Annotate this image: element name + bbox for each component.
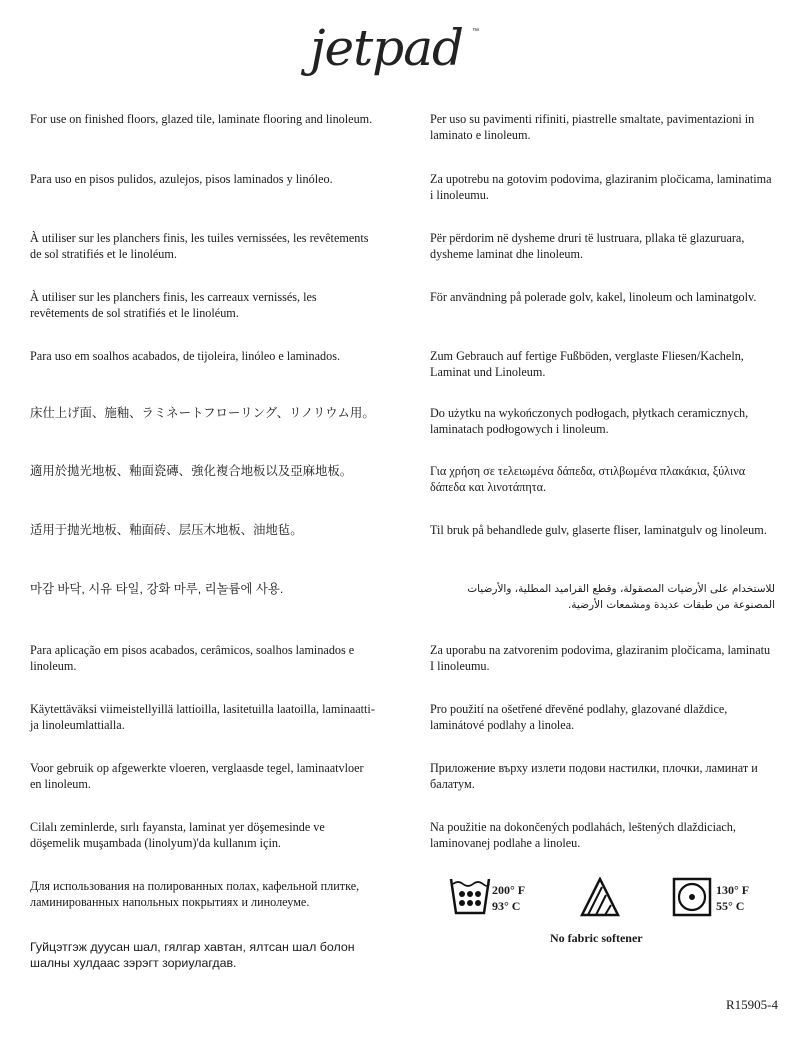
instruction-text-right: Za uporabu na zatvorenim podovima, glaziranim pločicama, laminatu I linoleumu. xyxy=(430,643,771,673)
instruction-text-left: Гуйцэтгэж дуусан шал, гялгар хавтан, ялтсан шал болон шалны хулдаас зэрэгт зориулагдав. xyxy=(30,940,355,970)
instruction-text-left: For use on finished floors, glazed tile, laminate flooring and linoleum. xyxy=(30,112,373,126)
product-code: R15905-4 xyxy=(726,997,778,1012)
instruction-text-right: Për përdorim në dysheme druri të lustruara, pllaka të glazuruara, dysheme laminat dhe linoleum. xyxy=(430,231,745,261)
jetpad-logo: jetpad xyxy=(310,19,464,77)
instruction-text-left: Para aplicação em pisos acabados, cerâmicos, soalhos laminados e linoleum. xyxy=(30,643,355,673)
instruction-text-right: Na použitie na dokončených podlahách, leštených dlaždiciach, laminovanej podlahe a linoleu. xyxy=(430,820,736,850)
instruction-text-right: Do użytku na wykończonych podłogach, płytkach ceramicznych, laminatach podłogowych i linoleum. xyxy=(430,406,749,436)
wash-temp-f: 200° F xyxy=(492,883,526,897)
instruction-text-left: À utiliser sur les planchers finis, les tuiles vernissées, les revêtements de sol stratifiés et le linoléum. xyxy=(30,231,369,261)
instruction-text-left: Para uso en pisos pulidos, azulejos, pisos laminados y linóleo. xyxy=(30,172,333,186)
trademark: ™ xyxy=(472,28,479,35)
instruction-text-right: Til bruk på behandlede gulv, glaserte fliser, laminatgulv og linoleum. xyxy=(430,523,767,537)
instruction-text-right: Per uso su pavimenti rifiniti, piastrelle smaltate, pavimentazioni in laminato e linoleum. xyxy=(430,112,755,142)
instruction-text-right: Pro použití na ošetřené dřevěné podlahy, glazované dlaždice, laminátové podlahy a linolea. xyxy=(430,702,728,732)
instruction-text-left: Для использования на полированных полах, кафельной плитке, ламинированных напольных покрытиях и линолеуме. xyxy=(30,879,360,909)
instruction-text-left: Para uso em soalhos acabados, de tijoleira, linóleo e laminados. xyxy=(30,349,341,363)
instruction-text-right: För användning på polerade golv, kakel, linoleum och laminatgolv. xyxy=(430,290,757,304)
no-bleach-triangle-icon xyxy=(580,877,620,917)
instruction-text-right: Приложение върху излети подови настилки, плочки, ламинат и балатум. xyxy=(430,761,758,791)
wash-95-icon xyxy=(449,876,491,916)
instruction-text-left: 適用於拋光地板、釉面瓷磚、強化複合地板以及亞麻地板。 xyxy=(30,464,353,478)
instruction-text-left: 마감 바닥, 시유 타일, 강화 마루, 리놀륨에 사용. xyxy=(30,582,284,596)
instruction-text-left: À utiliser sur les planchers finis, les carreaux vernissés, les revêtements de sol stratifiés et le linoléum. xyxy=(30,290,317,320)
no-fabric-softener-note: No fabric softener xyxy=(550,931,643,945)
instruction-text-right: للاستخدام على الأرضيات المصقولة، وقطع القراميد المطلية، والأرضيات المصنوعة من طبقات عديدة ومشمعات الأرضية. xyxy=(467,583,775,611)
instruction-text-right: Zum Gebrauch auf fertige Fußböden, verglaste Fliesen/Kacheln, Laminat und Linoleum. xyxy=(430,349,744,379)
instruction-text-left: Käytettäväksi viimeistellyillä lattioilla, lasitetuilla laatoilla, laminaatti- ja linoleumlattialla. xyxy=(30,702,375,732)
dry-temp-c: 55° C xyxy=(716,899,745,913)
dry-temp xyxy=(716,882,749,914)
dry-temp-f: 130° F xyxy=(716,883,750,897)
instruction-text-right: Za upotrebu na gotovim podovima, glaziranim pločicama, laminatima i linoleumu. xyxy=(430,172,772,202)
wash-temp-c: 93° C xyxy=(492,899,521,913)
instruction-text-right: Για χρήση σε τελειωμένα δάπεδα, στιλβωμένα πλακάκια, ξύλινα δάπεδα και λινοτάπητα. xyxy=(430,464,746,494)
instruction-text-left: Cilalı zeminlerde, sırlı fayansta, laminat yer döşemesinde ve döşemelik muşambada (linolyum)'da kullanım için. xyxy=(30,820,325,850)
wash-temp xyxy=(492,882,525,914)
instruction-text-left: 适用于抛光地板、釉面砖、层压木地板、油地毡。 xyxy=(30,523,303,537)
tumble-dry-icon xyxy=(672,877,712,917)
instruction-text-left: Voor gebruik op afgewerkte vloeren, verglaasde tegel, laminaatvloer en linoleum. xyxy=(30,761,364,791)
instruction-text-left: 床仕上げ面、施釉、ラミネートフローリング、リノリウム用。 xyxy=(30,406,375,420)
